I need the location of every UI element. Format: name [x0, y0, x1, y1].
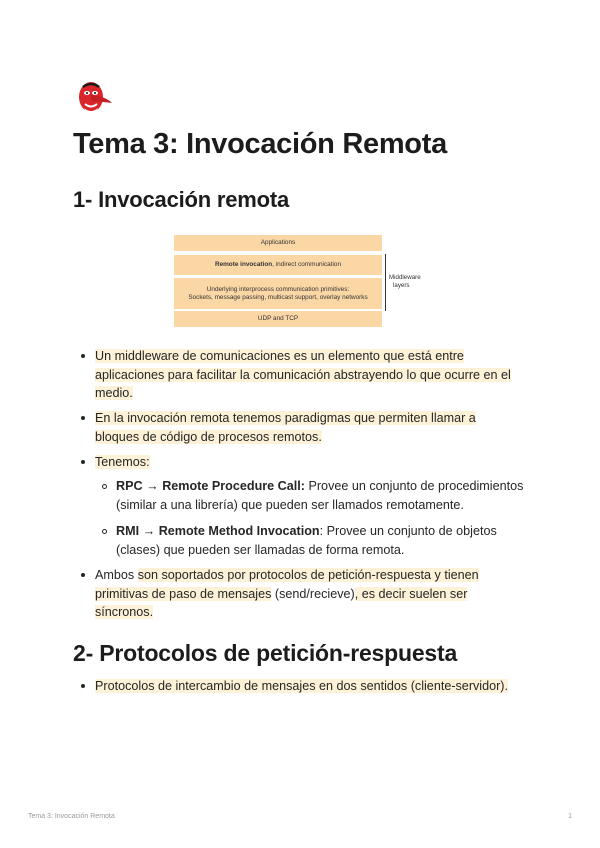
- list-item-line: medio.: [95, 386, 133, 400]
- list-item: [95, 347, 535, 403]
- list-item-line: : Provee un conjunto de objetos: [319, 524, 497, 538]
- list-item-line: (clases) que pueden ser llamadas de forma remota.: [116, 542, 405, 557]
- sub-bullet-circle: [102, 529, 107, 534]
- arrow-right-icon: →: [142, 524, 156, 538]
- list-item-line: , es decir suelen ser: [354, 586, 468, 601]
- list-item: [95, 453, 535, 472]
- middleware-layers-diagram: [174, 234, 434, 328]
- middleware-label: [389, 274, 421, 290]
- middleware-label-line-1: Middleware: [389, 274, 421, 281]
- list-item-line: primitivas de paso de mensajes: [95, 586, 272, 601]
- bullet-dot: [81, 684, 85, 688]
- list-item-line: aplicaciones para facilitar la comunicación abstrayendo lo que ocurre en el: [95, 367, 511, 382]
- rmi-name: Remote Method Invocation: [158, 524, 320, 538]
- diagram-layer-applications: [174, 235, 382, 251]
- page-number: 1: [568, 813, 572, 820]
- diagram-layer-text: UDP and TCP: [257, 315, 299, 322]
- diagram-layer-line-2: Sockets, message passing, multicast support, overlay networks: [188, 293, 368, 301]
- list-item-line: son soportados por protocolos de petición-respuesta y tienen: [137, 568, 479, 582]
- middleware-label-line-2: layers: [393, 282, 410, 289]
- bullet-dot: [81, 416, 85, 420]
- list-item-line: (similar a una librería) que pueden ser llamados remotamente.: [116, 497, 464, 512]
- list-item: [95, 677, 535, 696]
- red-mask-icon: [74, 78, 114, 118]
- middleware-bracket: [385, 254, 386, 311]
- list-item-line: Provee un conjunto de procedimientos: [304, 479, 524, 493]
- list-item-line: síncronos.: [95, 605, 154, 619]
- rpc-abbr: RPC: [116, 479, 143, 493]
- diagram-layer-ipc-primitives: [174, 278, 382, 309]
- bullet-dot: [81, 354, 85, 358]
- sub-bullet-circle: [102, 484, 107, 489]
- list-item-rpc: [116, 477, 536, 514]
- rmi-abbr: RMI: [116, 524, 140, 538]
- list-item-line: bloques de código de procesos remotos.: [95, 429, 322, 444]
- diagram-layer-text: Applications: [260, 239, 296, 246]
- rpc-name: Remote Procedure Call:: [162, 479, 305, 493]
- list-item-line: Un middleware de comunicaciones es un elemento que está entre: [95, 349, 464, 363]
- bullet-dot: [81, 573, 85, 577]
- diagram-layer-text: [188, 286, 367, 302]
- section-heading-invocacion-remota: 1- Invocación remota: [73, 187, 290, 212]
- diagram-layer-remote-invocation: [174, 255, 382, 275]
- list-item: [95, 566, 535, 622]
- footer-title: Tema 3: Invocación Remota: [28, 813, 115, 820]
- diagram-layer-line-1: Underlying interprocess communication primitives:: [206, 285, 350, 293]
- list-item-line: (send/recieve): [271, 586, 355, 601]
- section-heading-protocolos: 2- Protocolos de petición-respuesta: [73, 640, 458, 666]
- diagram-layer-udp-tcp: [174, 311, 382, 327]
- arrow-right-icon: →: [146, 479, 159, 493]
- page-title: Tema 3: Invocación Remota: [73, 128, 447, 160]
- list-item-line: Protocolos de intercambio de mensajes en dos sentidos (cliente-servidor).: [95, 679, 508, 693]
- diagram-layer-bold: Remote invocation: [214, 261, 273, 268]
- bullet-dot: [81, 460, 85, 464]
- list-item: [95, 409, 535, 446]
- list-item-rmi: [116, 522, 536, 559]
- diagram-layer-rest: , indirect communication: [272, 261, 342, 268]
- diagram-layer-text: [215, 261, 341, 269]
- list-item-line: En la invocación remota tenemos paradigmas que permiten llamar a: [95, 411, 476, 425]
- list-item-line: Tenemos:: [95, 455, 150, 469]
- list-item-line: Ambos: [95, 568, 138, 582]
